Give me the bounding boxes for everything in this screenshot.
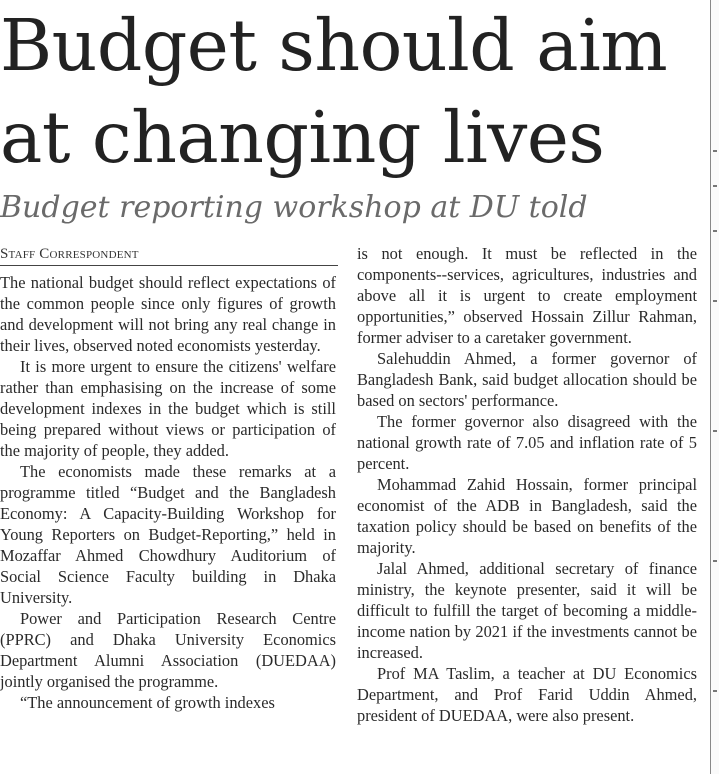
- paragraph: “The announcement of growth indexes: [20, 693, 275, 712]
- edge-fragment: [713, 430, 717, 432]
- column-rule: [710, 0, 711, 774]
- paragraph: The former governor also disagreed with the national growth rate of 7.05 and inflation rate of 5 percent.: [357, 412, 697, 473]
- byline-divider: [0, 265, 338, 266]
- paragraph: Jalal Ahmed, additional secretary of finance ministry, the keynote presenter, said it will be difficult to fulfill the target of becoming a middle-income nation by 2021 if the investments cannot be increased.: [357, 559, 697, 662]
- paragraph: Prof MA Taslim, a teacher at DU Economics Department, and Prof Farid Uddin Ahmed, president of DUEDAA, were also present.: [357, 664, 697, 725]
- headline-line-2: at changing lives: [0, 96, 605, 179]
- paragraph: It is more urgent to ensure the citizens' welfare rather than emphasising on the increase of some development indexes in the budget which is still being prepared without views or participation of the majority of people, they added.: [0, 357, 336, 460]
- headline-line-1: Budget should aim: [0, 4, 668, 87]
- subheadline: Budget reporting workshop at DU told: [0, 190, 588, 225]
- byline: Staff Correspondent: [0, 246, 139, 262]
- edge-fragment: [713, 230, 717, 232]
- edge-fragment: [713, 150, 717, 152]
- edge-fragment: [713, 690, 717, 692]
- edge-fragment: [713, 185, 717, 187]
- article-column-left: [0, 272, 336, 713]
- edge-fragment: [713, 560, 717, 562]
- paragraph: Mohammad Zahid Hossain, former principal economist of the ADB in Bangladesh, said the taxation policy should be based on benefits of the majority.: [357, 475, 697, 557]
- adjacent-column-edge: [711, 0, 719, 774]
- headline: [0, 0, 705, 184]
- paragraph: Salehuddin Ahmed, a former governor of Bangladesh Bank, said budget allocation should be based on sectors' performance.: [357, 349, 697, 410]
- paragraph: Power and Participation Research Centre (PPRC) and Dhaka University Economics Department Alumni Association (DUEDAA) jointly organised the programme.: [0, 609, 336, 691]
- paragraph: The national budget should reflect expectations of the common people since only figures of growth and development will not bring any real change in their lives, observed noted economists yesterday.: [0, 273, 336, 355]
- paragraph: The economists made these remarks at a programme titled “Budget and the Bangladesh Economy: A Capacity-Building Workshop for Young Reporters on Budget-Reporting,” held in Mozaffar Ahmed Chowdhury Auditorium of Social Science Faculty building in Dhaka University.: [0, 462, 336, 607]
- paragraph: is not enough. It must be reflected in the components--services, agricultures, industries and above all it is urgent to create employment opportunities,” observed Hossain Zillur Rahman, former adviser to a caretaker government.: [357, 244, 697, 347]
- edge-fragment: [713, 300, 717, 302]
- article-column-right: [357, 243, 697, 726]
